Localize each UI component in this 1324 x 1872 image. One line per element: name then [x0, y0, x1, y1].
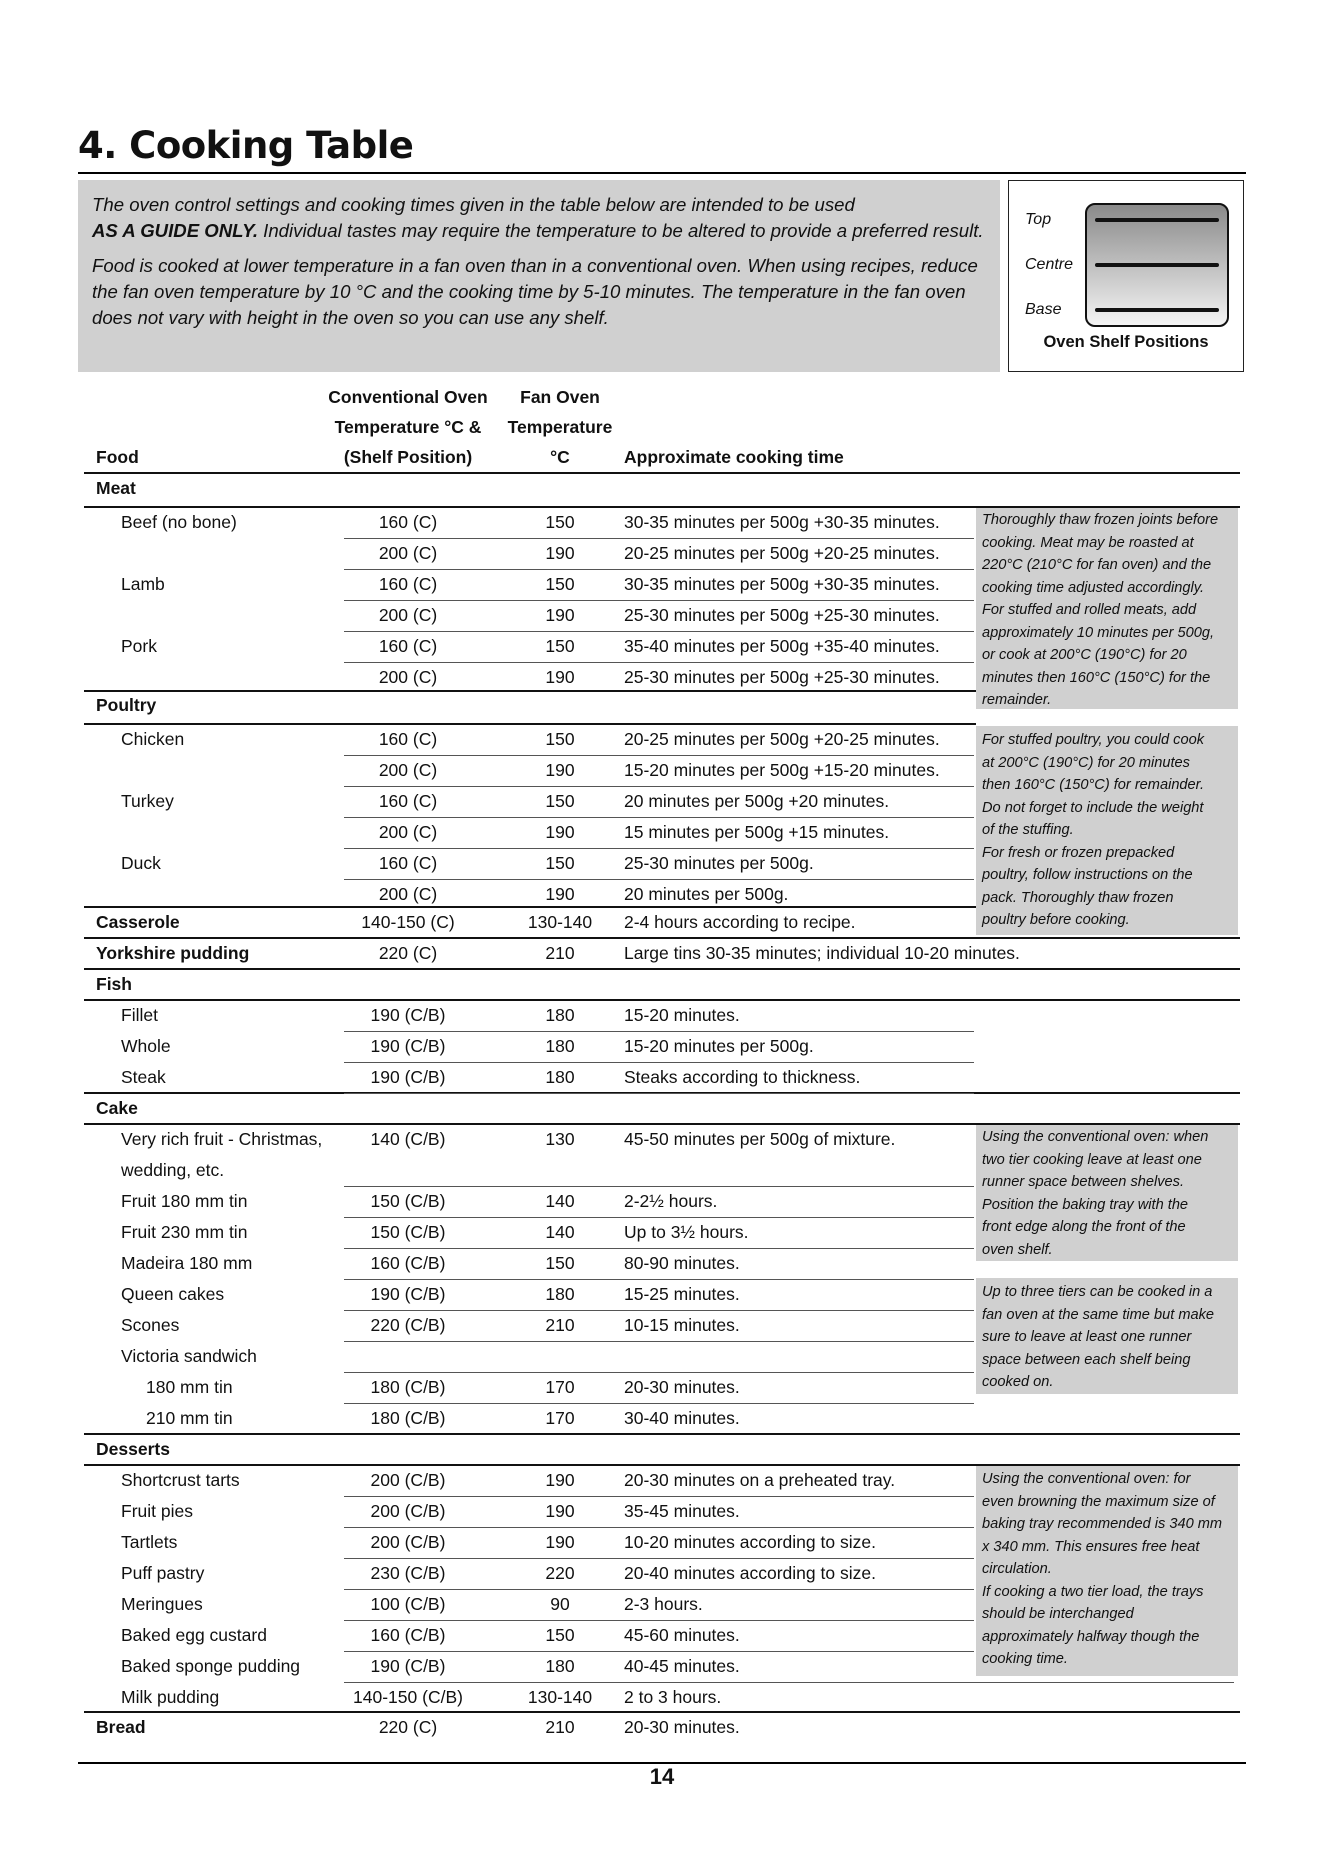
- food-name: Duck: [121, 853, 161, 873]
- food-name: Steak: [121, 1067, 166, 1087]
- food-name: Puff pastry: [121, 1563, 205, 1583]
- conventional-temperature: 190 (C/B): [370, 1005, 446, 1025]
- conventional-temperature: 220 (C): [378, 1717, 438, 1737]
- fan-temperature: 180: [545, 1005, 575, 1025]
- cooking-time: Steaks according to thickness.: [624, 1067, 861, 1087]
- conventional-temperature: 220 (C/B): [370, 1315, 446, 1335]
- table-row-rule: [344, 1279, 974, 1280]
- fan-temperature: 150: [545, 636, 575, 656]
- header-fan-2: Temperature: [507, 417, 613, 437]
- fan-temperature: 220: [545, 1563, 575, 1583]
- cooking-time: 30-35 minutes per 500g +30-35 minutes.: [624, 574, 940, 594]
- table-row-rule: [344, 1093, 974, 1094]
- food-name: Madeira 180 mm: [121, 1253, 253, 1273]
- rack-base: [1095, 308, 1219, 312]
- cooking-time: 2-2½ hours.: [624, 1191, 718, 1211]
- category-cake: Cake: [96, 1098, 138, 1118]
- intro-panel: [78, 180, 1000, 372]
- conventional-temperature: 200 (C/B): [370, 1532, 446, 1552]
- header-conventional-2: Temperature °C &: [334, 417, 482, 437]
- cooking-time: 80-90 minutes.: [624, 1253, 740, 1273]
- conventional-temperature: 200 (C): [378, 543, 438, 563]
- note-line: remainder.: [982, 692, 1052, 708]
- note-line: For stuffed poultry, you could cook: [982, 732, 1204, 748]
- fan-temperature: 190: [545, 605, 575, 625]
- fan-temperature: 190: [545, 543, 575, 563]
- note-line: sure to leave at least one runner: [982, 1329, 1192, 1345]
- cooking-time: 10-20 minutes according to size.: [624, 1532, 876, 1552]
- note-line: circulation.: [982, 1561, 1052, 1577]
- food-name: Fruit 230 mm tin: [121, 1222, 248, 1242]
- shelf-diagram: [1008, 180, 1244, 372]
- fan-temperature: 190: [545, 884, 575, 904]
- food-name: Fruit pies: [121, 1501, 193, 1521]
- note-line: Do not forget to include the weight: [982, 799, 1204, 816]
- fan-temperature: 180: [545, 1036, 575, 1056]
- table-row-rule: [344, 631, 974, 632]
- conventional-temperature: 160 (C): [378, 574, 438, 594]
- table-row-rule: [344, 1372, 974, 1373]
- fan-temperature: 150: [545, 512, 575, 532]
- table-section-rule: [84, 968, 1240, 970]
- fan-temperature: 210: [545, 1315, 575, 1335]
- table-section-rule: [84, 1711, 1240, 1713]
- note-cake-conventional: [976, 1123, 1238, 1261]
- table-section-rule: [84, 999, 1240, 1001]
- fan-temperature: 150: [545, 791, 575, 811]
- fan-temperature: 210: [545, 1717, 575, 1737]
- food-name: Tartlets: [121, 1532, 178, 1552]
- note-line: front edge along the front of the: [982, 1219, 1186, 1235]
- table-row-rule: [344, 1341, 974, 1342]
- note-cake-fan: [976, 1278, 1238, 1394]
- table-row-rule: [344, 1558, 974, 1559]
- category-fish: Fish: [96, 974, 132, 994]
- conventional-temperature: 160 (C): [378, 636, 438, 656]
- fan-temperature: 130: [545, 1129, 575, 1149]
- conventional-temperature: 220 (C): [378, 943, 438, 963]
- table-row-rule: [344, 662, 974, 663]
- table-section-rule: [84, 1464, 1240, 1466]
- note-line: poultry before cooking.: [982, 912, 1130, 928]
- cooking-time: 2-3 hours.: [624, 1594, 703, 1614]
- cooking-time: 30-35 minutes per 500g +30-35 minutes.: [624, 512, 940, 532]
- food-name: Turkey: [121, 791, 174, 811]
- shelf-label-centre: Centre: [1025, 256, 1074, 273]
- note-line: Up to three tiers can be cooked in a: [982, 1284, 1213, 1300]
- conventional-temperature: 200 (C/B): [370, 1501, 446, 1521]
- fan-temperature: 150: [545, 574, 575, 594]
- oven-cavity-graphic: [1085, 203, 1229, 327]
- page-title: 4. Cooking Table: [78, 124, 414, 167]
- table-row-rule: [344, 1403, 974, 1404]
- note-line: runner space between shelves.: [982, 1174, 1185, 1190]
- note-line: oven shelf.: [982, 1241, 1053, 1258]
- note-line: Position the baking tray with the: [982, 1196, 1189, 1213]
- category-bread: Bread: [96, 1717, 146, 1737]
- cooking-time: 15-20 minutes.: [624, 1005, 740, 1025]
- note-line: pack. Thoroughly thaw frozen: [982, 889, 1174, 906]
- table-row-rule: [344, 1217, 974, 1218]
- conventional-temperature: 200 (C): [378, 822, 438, 842]
- table-row-rule: [344, 569, 974, 570]
- conventional-temperature: 180 (C/B): [370, 1377, 446, 1397]
- note-desserts: [976, 1465, 1238, 1676]
- note-line: Using the conventional oven: for: [982, 1471, 1191, 1487]
- note-line: approximately halfway though the: [982, 1628, 1200, 1645]
- fan-temperature: 210: [545, 943, 575, 963]
- food-name: Baked sponge pudding: [121, 1656, 301, 1676]
- cooking-time: 15-25 minutes.: [624, 1284, 740, 1304]
- cooking-time: 20-25 minutes per 500g +20-25 minutes.: [624, 543, 940, 563]
- conventional-temperature: 140-150 (C): [361, 912, 455, 932]
- fan-temperature: 150: [545, 1625, 575, 1645]
- header-fan-3: °C: [550, 447, 570, 467]
- fan-temperature: 190: [545, 667, 575, 687]
- fan-temperature: 90: [550, 1594, 570, 1614]
- header-conventional-1: Conventional Oven: [328, 387, 488, 407]
- cooking-time: 45-50 minutes per 500g of mixture.: [624, 1129, 896, 1149]
- cooking-time: 15-20 minutes per 500g.: [624, 1036, 814, 1056]
- cooking-time: 35-40 minutes per 500g +35-40 minutes.: [624, 636, 940, 656]
- food-name: 180 mm tin: [146, 1377, 233, 1397]
- food-name: Milk pudding: [121, 1687, 220, 1707]
- table-row-rule: [344, 1310, 974, 1311]
- conventional-temperature: 180 (C/B): [370, 1408, 446, 1428]
- note-line: cooked on.: [982, 1374, 1054, 1390]
- rack-top: [1095, 218, 1219, 222]
- food-name: Chicken: [121, 729, 185, 749]
- table-row-rule: [344, 755, 974, 756]
- food-name: Meringues: [121, 1594, 203, 1614]
- table-row-rule: [344, 1031, 974, 1032]
- conventional-temperature: 200 (C/B): [370, 1470, 446, 1490]
- note-line: of the stuffing.: [982, 822, 1074, 838]
- conventional-temperature: 190 (C/B): [370, 1284, 446, 1304]
- table-row-rule: [344, 786, 974, 787]
- shelf-diagram-caption: Oven Shelf Positions: [1043, 333, 1209, 351]
- conventional-temperature: 230 (C/B): [370, 1563, 446, 1583]
- food-name: Lamb: [121, 574, 165, 594]
- conventional-temperature: 140 (C/B): [370, 1129, 446, 1149]
- intro-paragraph-2: Food is cooked at lower temperature in a fan oven than in a conventional oven. When using recipes, reduce the fan oven temperature by 10 °C and the cooking time by 5-10 minutes. The temperature in the fan oven does not vary with height in the oven so you can use any shelf.: [92, 255, 978, 328]
- fan-temperature: 130-140: [527, 912, 593, 932]
- category-poultry: Poultry: [96, 695, 157, 715]
- table-row-rule: [344, 817, 974, 818]
- fan-temperature: 170: [545, 1377, 575, 1397]
- conventional-temperature: 190 (C/B): [370, 1036, 446, 1056]
- intro-text: The oven control settings and cooking times given in the table below are intended to be used: [92, 194, 855, 215]
- conventional-temperature: 200 (C): [378, 667, 438, 687]
- food-name: Beef (no bone): [121, 512, 237, 532]
- intro-paragraph-1: [92, 192, 986, 244]
- food-name: Very rich fruit - Christmas,: [121, 1129, 323, 1149]
- conventional-temperature: 150 (C/B): [370, 1191, 446, 1211]
- note-line: Using the conventional oven: when: [982, 1129, 1209, 1145]
- footer-rule: [78, 1762, 1246, 1764]
- header-conventional-3: (Shelf Position): [343, 447, 473, 467]
- fan-temperature: 190: [545, 760, 575, 780]
- cooking-time: 15 minutes per 500g +15 minutes.: [624, 822, 890, 842]
- fan-temperature: 180: [545, 1656, 575, 1676]
- cooking-time: 45-60 minutes.: [624, 1625, 740, 1645]
- fan-temperature: 180: [545, 1284, 575, 1304]
- category-casserole: Casserole: [96, 912, 180, 932]
- conventional-temperature: 150 (C/B): [370, 1222, 446, 1242]
- conventional-temperature: 190 (C/B): [370, 1656, 446, 1676]
- category-desserts: Desserts: [96, 1439, 170, 1459]
- table-section-rule: [84, 723, 976, 725]
- note-line: poultry, follow instructions on the: [982, 867, 1193, 883]
- fan-temperature: 190: [545, 1470, 575, 1490]
- conventional-temperature: 160 (C/B): [370, 1625, 446, 1645]
- note-line: cooking time.: [982, 1651, 1068, 1667]
- fan-temperature: 170: [545, 1408, 575, 1428]
- title-rule: [78, 172, 1246, 174]
- note-line: 220°C (210°C for fan oven) and the: [982, 557, 1212, 573]
- food-name: Victoria sandwich: [121, 1346, 257, 1366]
- table-row-rule: [344, 600, 974, 601]
- cooking-time: 2-4 hours according to recipe.: [624, 912, 856, 932]
- conventional-temperature: 160 (C): [378, 512, 438, 532]
- food-name: 210 mm tin: [146, 1408, 233, 1428]
- page-number: 14: [649, 1764, 675, 1789]
- conventional-temperature: 200 (C): [378, 760, 438, 780]
- fan-temperature: 150: [545, 853, 575, 873]
- note-meat: [976, 506, 1238, 709]
- table-row-rule: [344, 879, 974, 880]
- note-line: should be interchanged: [982, 1606, 1134, 1622]
- header-cooking-time: Approximate cooking time: [624, 447, 844, 467]
- note-line: For stuffed and rolled meats, add: [982, 602, 1197, 618]
- conventional-temperature: 160 (C/B): [370, 1253, 446, 1273]
- fan-temperature: 150: [545, 729, 575, 749]
- food-name: Pork: [121, 636, 157, 656]
- cooking-time: 30-40 minutes.: [624, 1408, 740, 1428]
- table-row-rule: [344, 1496, 974, 1497]
- cooking-time: 15-20 minutes per 500g +15-20 minutes.: [624, 760, 940, 780]
- note-line: baking tray recommended is 340 mm: [982, 1516, 1223, 1532]
- table-section-rule: [84, 472, 1240, 474]
- fan-temperature: 180: [545, 1067, 575, 1087]
- table-row-rule: [344, 1186, 974, 1187]
- table-row-rule: [344, 1527, 974, 1528]
- note-line: even browning the maximum size of: [982, 1493, 1215, 1510]
- header-fan-1: Fan Oven: [520, 387, 600, 407]
- table-row-rule: [344, 848, 974, 849]
- fan-temperature: 190: [545, 1532, 575, 1552]
- note-line: approximately 10 minutes per 500g,: [982, 624, 1215, 641]
- table-row-rule: [344, 538, 974, 539]
- conventional-temperature: 190 (C/B): [370, 1067, 446, 1087]
- food-name: Fruit 180 mm tin: [121, 1191, 248, 1211]
- note-line: x 340 mm. This ensures free heat: [982, 1538, 1200, 1555]
- table-section-rule: [84, 690, 976, 692]
- category-meat: Meat: [96, 478, 136, 498]
- note-line: If cooking a two tier load, the trays: [982, 1583, 1204, 1600]
- intro-emphasis: AS A GUIDE ONLY.: [92, 220, 258, 241]
- conventional-temperature: 100 (C/B): [370, 1594, 446, 1614]
- cooking-time: 20-30 minutes.: [624, 1377, 740, 1397]
- fan-temperature: 190: [545, 822, 575, 842]
- food-name: wedding, etc.: [121, 1160, 225, 1180]
- fan-temperature: 150: [545, 1253, 575, 1273]
- food-name: Shortcrust tarts: [121, 1470, 240, 1490]
- conventional-temperature: 160 (C): [378, 853, 438, 873]
- cooking-time: 20 minutes per 500g +20 minutes.: [624, 791, 890, 811]
- category-yorkshire-pudding: Yorkshire pudding: [96, 943, 250, 963]
- cooking-time: 20-30 minutes.: [624, 1717, 740, 1737]
- food-name: Scones: [121, 1315, 180, 1335]
- food-name: Whole: [121, 1036, 171, 1056]
- fan-temperature: 140: [545, 1191, 575, 1211]
- cooking-time: 35-45 minutes.: [624, 1501, 740, 1521]
- cooking-time: 20-40 minutes according to size.: [624, 1563, 876, 1583]
- cooking-time: Up to 3½ hours.: [624, 1222, 749, 1242]
- cooking-time: Large tins 30-35 minutes; individual 10-20 minutes.: [624, 943, 1020, 963]
- cooking-time: 2 to 3 hours.: [624, 1687, 722, 1707]
- fan-temperature: 190: [545, 1501, 575, 1521]
- conventional-temperature: 200 (C): [378, 884, 438, 904]
- cooking-time: 20 minutes per 500g.: [624, 884, 789, 904]
- note-line: fan oven at the same time but make: [982, 1306, 1215, 1323]
- table-row-rule: [344, 1589, 974, 1590]
- food-name: Baked egg custard: [121, 1625, 267, 1645]
- shelf-label-base: Base: [1025, 301, 1062, 318]
- table-row-rule: [344, 1620, 974, 1621]
- table-section-rule: [84, 937, 1240, 939]
- intro-text: Individual tastes may require the temperature to be altered to provide a preferred result.: [263, 220, 984, 241]
- conventional-temperature: 200 (C): [378, 605, 438, 625]
- table-section-rule: [84, 1123, 1240, 1125]
- table-row-rule: [344, 1682, 1234, 1683]
- food-name: Queen cakes: [121, 1284, 225, 1304]
- note-line: two tier cooking leave at least one: [982, 1151, 1202, 1168]
- table-row-rule: [344, 1062, 974, 1063]
- note-line: or cook at 200°C (190°C) for 20: [982, 647, 1187, 663]
- conventional-temperature: 160 (C): [378, 729, 438, 749]
- note-poultry: [976, 726, 1238, 935]
- note-line: Thoroughly thaw frozen joints before: [982, 512, 1219, 528]
- note-line: cooking. Meat may be roasted at: [982, 534, 1194, 551]
- table-section-rule: [84, 506, 1240, 508]
- fan-temperature: 140: [545, 1222, 575, 1242]
- food-name: Fillet: [121, 1005, 158, 1025]
- note-line: space between each shelf being: [982, 1351, 1191, 1368]
- cooking-time: 40-45 minutes.: [624, 1656, 740, 1676]
- shelf-label-top: Top: [1025, 211, 1052, 228]
- header-food: Food: [96, 447, 139, 467]
- cooking-time: 25-30 minutes per 500g +25-30 minutes.: [624, 605, 940, 625]
- table-row-rule: [344, 1651, 974, 1652]
- table-row-rule: [344, 1248, 974, 1249]
- table-section-rule: [84, 906, 976, 908]
- note-line: cooking time adjusted accordingly.: [982, 579, 1204, 596]
- conventional-temperature: 160 (C): [378, 791, 438, 811]
- note-line: For fresh or frozen prepacked: [982, 844, 1175, 861]
- cooking-time: 20-30 minutes on a preheated tray.: [624, 1470, 896, 1490]
- fan-temperature: 130-140: [527, 1687, 593, 1707]
- cooking-time: 10-15 minutes.: [624, 1315, 740, 1335]
- note-line: then 160°C (150°C) for remainder.: [982, 777, 1205, 793]
- note-line: at 200°C (190°C) for 20 minutes: [982, 754, 1190, 771]
- cooking-time: 20-25 minutes per 500g +20-25 minutes.: [624, 729, 940, 749]
- note-line: minutes then 160°C (150°C) for the: [982, 669, 1211, 686]
- cooking-time: 25-30 minutes per 500g.: [624, 853, 814, 873]
- cooking-time: 25-30 minutes per 500g +25-30 minutes.: [624, 667, 940, 687]
- conventional-temperature: 140-150 (C/B): [353, 1687, 463, 1707]
- table-section-rule: [84, 1433, 1240, 1435]
- rack-centre: [1095, 263, 1219, 267]
